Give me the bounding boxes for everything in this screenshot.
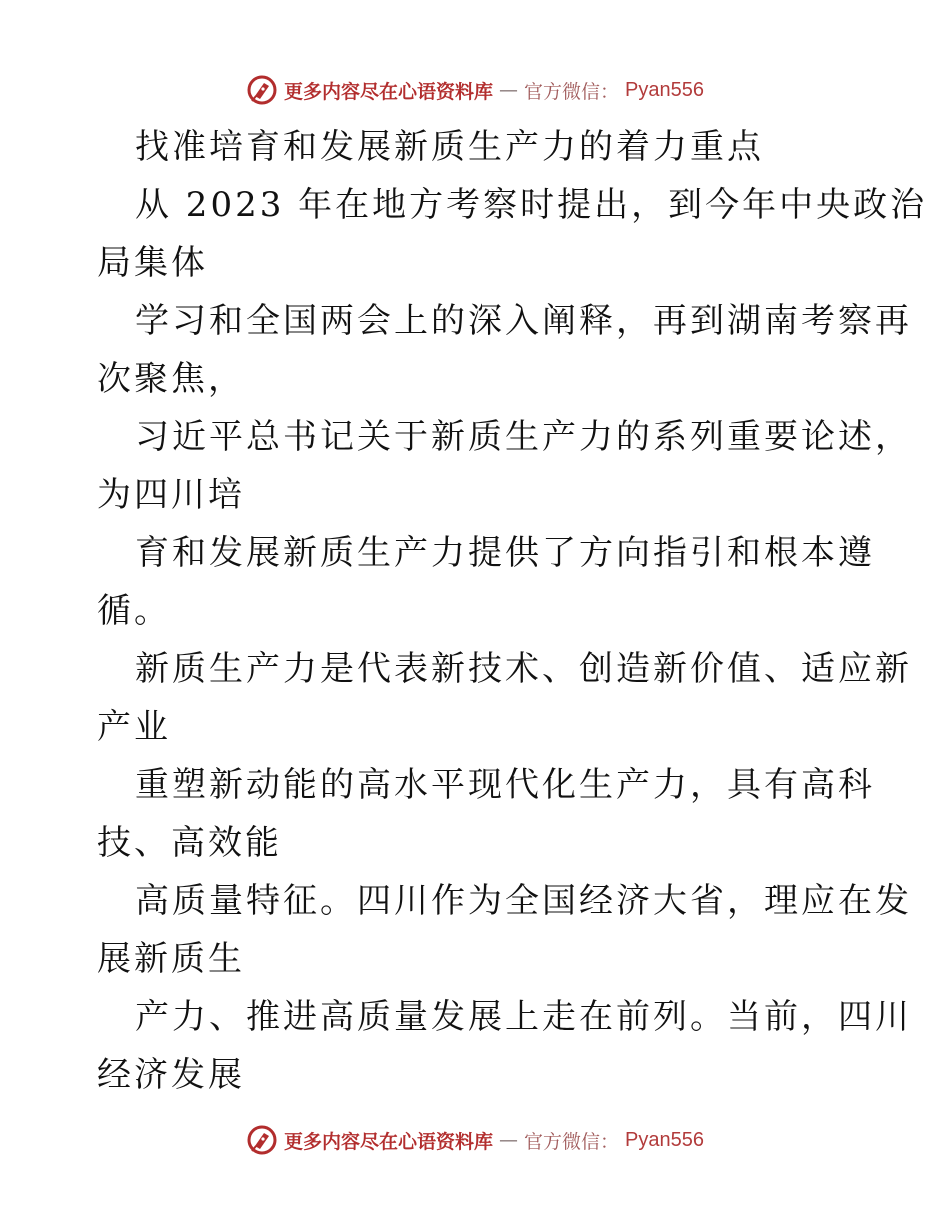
doc-line: 新质生产力是代表新技术、创造新价值、适应新	[135, 649, 912, 689]
doc-line: 循。	[97, 591, 171, 631]
doc-line: 育和发展新质生产力提供了方向指引和根本遵	[135, 533, 875, 573]
header-banner-content	[246, 74, 704, 106]
doc-line: 产力、推进高质量发展上走在前列。当前，四川	[135, 997, 912, 1037]
footer-wechat-id: Pyan556	[625, 1128, 704, 1151]
document-body	[97, 118, 928, 1104]
doc-line: 展新质生	[97, 939, 245, 979]
doc-line: 从 2023 年在地方考察时提出，到今年中央政治	[135, 185, 928, 225]
doc-line: 次聚焦，	[97, 359, 245, 399]
doc-line: 习近平总书记关于新质生产力的系列重要论述，	[135, 417, 912, 457]
header-official-label: 官方微信：	[524, 80, 620, 103]
header-wechat-id: Pyan556	[625, 78, 704, 101]
doc-line: 重塑新动能的高水平现代化生产力，具有高科	[135, 765, 875, 805]
doc-title-line: 找准培育和发展新质生产力的着力重点	[135, 127, 764, 167]
header-brand-text: 更多内容尽在心语资料库	[284, 80, 494, 103]
doc-line: 技、高效能	[97, 823, 282, 863]
footer-official-label: 官方微信：	[524, 1130, 620, 1153]
footer-banner-content	[246, 1124, 704, 1156]
pen-nib-logo-icon	[246, 74, 278, 106]
doc-line: 高质量特征。四川作为全国经济大省，理应在发	[135, 881, 912, 921]
header-separator: —	[499, 79, 519, 101]
footer-brand-text: 更多内容尽在心语资料库	[284, 1130, 494, 1153]
doc-line: 学习和全国两会上的深入阐释，再到湖南考察再	[135, 301, 912, 341]
header-banner	[0, 70, 950, 110]
footer-banner	[0, 1120, 950, 1160]
doc-line: 产业	[97, 707, 171, 747]
doc-line: 为四川培	[97, 475, 245, 515]
pen-nib-logo-icon	[246, 1124, 278, 1156]
doc-line: 局集体	[97, 243, 208, 283]
doc-line: 经济发展	[97, 1055, 245, 1095]
footer-separator: —	[499, 1129, 519, 1151]
